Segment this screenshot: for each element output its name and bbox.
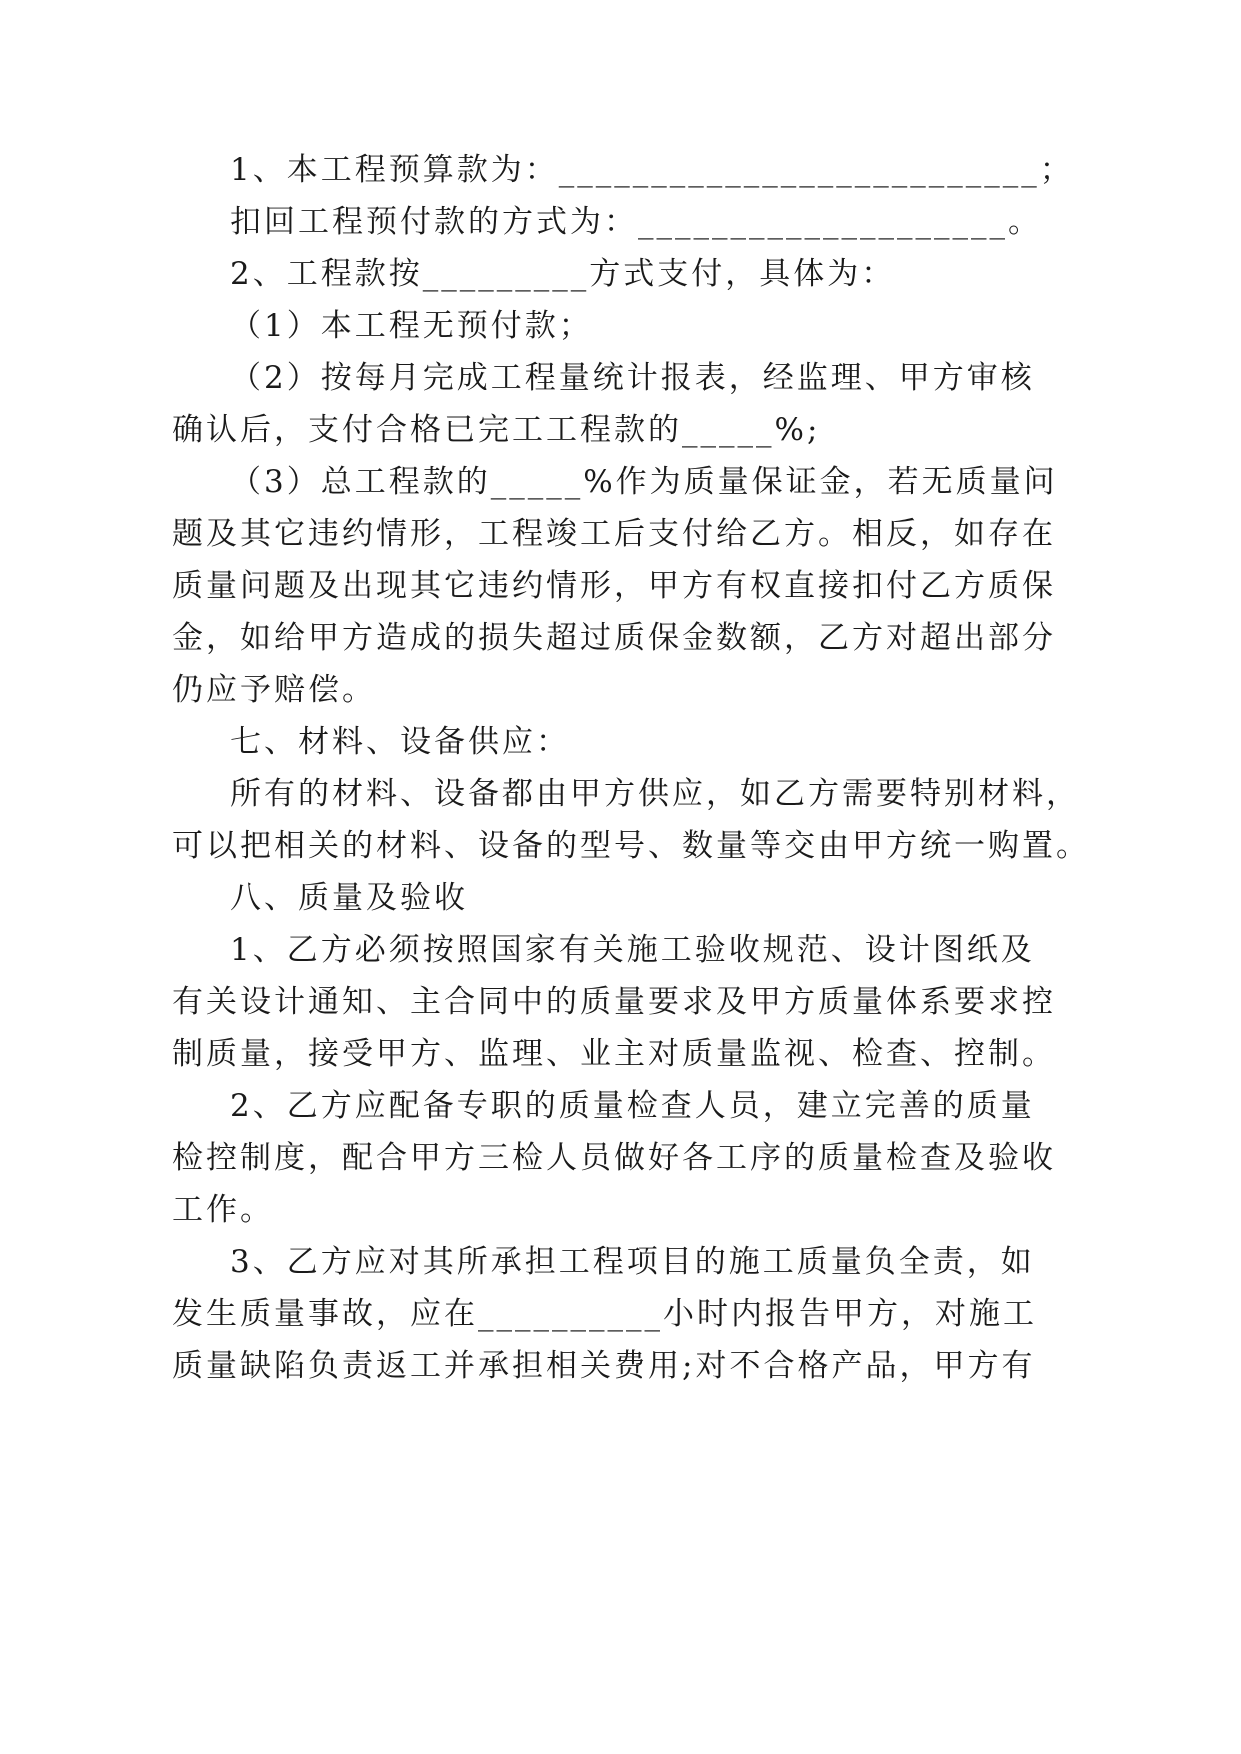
text-line: 发生质量事故，应在__________小时内报告甲方，对施工: [172, 1296, 1037, 1332]
text-line: 仍应予赔偿。: [172, 672, 376, 708]
text-line: （3）总工程款的_____%作为质量保证金，若无质量问: [230, 464, 1058, 500]
section-heading: 七、材料、设备供应：: [230, 724, 570, 760]
text-line: 工作。: [172, 1192, 274, 1228]
text-line: 1、乙方必须按照国家有关施工验收规范、设计图纸及: [230, 932, 1035, 968]
text-line: 金，如给甲方造成的损失超过质保金数额，乙方对超出部分: [172, 620, 1056, 656]
text-line: 题及其它违约情形，工程竣工后支付给乙方。相反，如存在: [172, 516, 1056, 552]
text-line: 2、工程款按_________方式支付，具体为：: [230, 256, 896, 292]
text-line: 质量问题及出现其它违约情形，甲方有权直接扣付乙方质保: [172, 568, 1056, 604]
section-heading: 八、质量及验收: [230, 880, 468, 916]
text-line: 检控制度，配合甲方三检人员做好各工序的质量检查及验收: [172, 1140, 1056, 1176]
text-line: 确认后，支付合格已完工工程款的_____%;: [172, 412, 821, 448]
text-line: 可以把相关的材料、设备的型号、数量等交由甲方统一购置。: [172, 828, 1090, 864]
text-line: （1）本工程无预付款；: [230, 308, 593, 344]
text-line: 2、乙方应配备专职的质量检查人员，建立完善的质量: [230, 1088, 1035, 1124]
text-line: 制质量，接受甲方、监理、业主对质量监视、检查、控制。: [172, 1036, 1056, 1072]
text-line: 扣回工程预付款的方式为：____________________。: [230, 204, 1042, 240]
text-line: 3、乙方应对其所承担工程项目的施工质量负全责，如: [230, 1244, 1035, 1280]
text-line: 1、本工程预算款为：__________________________；: [230, 152, 1074, 188]
text-line: 所有的材料、设备都由甲方供应，如乙方需要特别材料，: [230, 776, 1080, 812]
text-line: 质量缺陷负责返工并承担相关费用;对不合格产品，甲方有: [172, 1348, 1036, 1384]
text-line: （2）按每月完成工程量统计报表，经监理、甲方审核: [230, 360, 1035, 396]
text-line: 有关设计通知、主合同中的质量要求及甲方质量体系要求控: [172, 984, 1056, 1020]
